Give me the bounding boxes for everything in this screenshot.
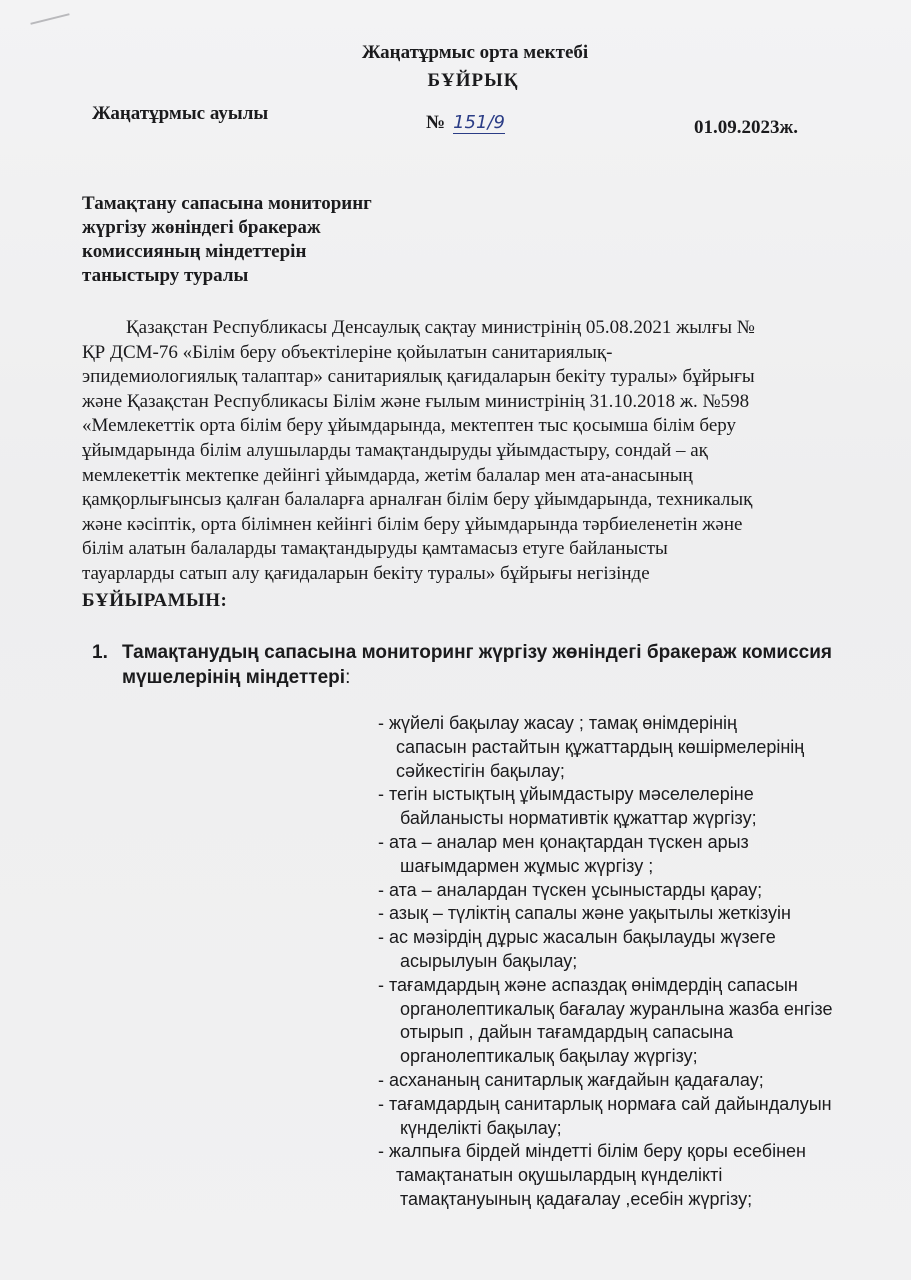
duty-line: - азық – түліктің сапалы және уақытылы жеткізуін	[378, 903, 791, 924]
order-subject	[82, 192, 372, 288]
duty-line: отырып , дайын тағамдардың сапасына	[400, 1022, 734, 1043]
subject-line: жүргізу жөніндегі бракераж	[82, 217, 321, 238]
preamble-line: эпидемиологиялық талаптар» санитариялық қағидаларын бекіту туралы» бұйрығы	[82, 366, 755, 388]
preamble-line: ҚР ДСМ-76 «Білім беру объектілеріне қойылатын санитариялық-	[82, 341, 613, 363]
duty-line: - ата – аналардан түскен ұсыныстарды қарау;	[378, 879, 763, 900]
subject-line: Тамақтану сапасына мониторинг	[82, 193, 372, 214]
school-name: Жаңатұрмыс орта мектебі	[361, 42, 589, 63]
item-title-line: Тамақтанудың сапасына мониторинг жүргізу жөніндегі бракераж комиссия	[122, 642, 832, 663]
duty-line: сәйкестігін бақылау;	[396, 760, 565, 781]
duty-line: - тағамдардың және аспаздақ өнімдердің сапасын	[378, 974, 798, 995]
duty-line: - жалпыға бірдей міндетті білім беру қоры есебінен	[378, 1141, 806, 1162]
duty-line: байланысты нормативтік құжаттар жүргізу;	[400, 808, 757, 829]
duties-list	[378, 712, 898, 1212]
preamble-line: және кәсіптік, орта білімнен кейінгі білім беру ұйымдарында тәрбиеленетін және	[82, 513, 743, 535]
duty-line: күнделікті бақылау;	[400, 1117, 562, 1138]
order-date: 01.09.2023ж.	[694, 117, 799, 138]
duty-line: органолептикалық бақылау жүргізу;	[400, 1046, 698, 1067]
duty-line: - жүйелі бақылау жасау ; тамақ өнімдерінің	[378, 713, 737, 733]
number-label: №	[426, 112, 446, 133]
duty-line: - ата – аналар мен қонақтардан түскен арыз	[378, 831, 749, 852]
preamble-line: және Қазақстан Республикасы Білім және ғылым министрінің 31.10.2018 ж. №598	[82, 390, 750, 412]
handwritten-number: 151/9	[453, 112, 505, 133]
duty-line: - тағамдардың санитарлық нормаға сай дайындалуын	[378, 1093, 832, 1114]
village-name: Жаңатұрмыс ауылы	[92, 103, 269, 124]
preamble-line: мемлекеттік мектепке дейінгі ұйымдарда, жетім балалар мен ата-анасының	[82, 464, 693, 486]
document-type: БҰЙРЫҚ	[427, 70, 519, 91]
item-number: 1.	[92, 642, 108, 663]
duty-line: - тегін ыстықтың ұйымдастыру мәселелеріне	[378, 784, 754, 805]
preamble-line: қамқорлығынсыз қалған балаларға арналған білім беру ұйымдарында, техникалық	[82, 489, 753, 511]
preamble-line: тауарларды сатып алу қағидаларын бекіту туралы» бұйрығы негізінде	[82, 562, 650, 584]
order-number	[426, 112, 505, 134]
paper-mark	[30, 13, 69, 25]
duty-line: - асхананың санитарлық жағдайын қадағалау;	[378, 1069, 764, 1090]
duty-line: - ас мәзірдің дұрыс жасалын бақылауды жүзеге	[378, 927, 776, 948]
duty-line: органолептикалық бағалау журанлына жазба енгізе	[400, 998, 833, 1019]
duty-line: шағымдармен жұмыс жүргізу ;	[400, 855, 654, 876]
list-item-1	[92, 640, 832, 690]
subject-line: комиссияның міндеттерін	[82, 241, 307, 262]
duty-line: тамақтанатын оқушылардың күнделікті	[396, 1165, 723, 1186]
duty-line: асырылуын бақылау;	[400, 950, 578, 971]
duty-line: тамақтануының қадағалау ,есебін жүргізу;	[400, 1188, 753, 1209]
item-title-line: мүшелерінің міндеттері	[122, 667, 346, 688]
preamble-line: ұйымдарында білім алушыларды тамақтандыруды ұйымдастыру, сондай – ақ	[82, 439, 708, 461]
order-word: БҰЙЫРАМЫН:	[82, 590, 228, 611]
subject-line: таныстыру туралы	[82, 265, 249, 286]
item-title-colon: :	[345, 667, 351, 688]
duty-line: сапасын растайтын құжаттардың көшірмелерінің	[396, 736, 805, 757]
preamble-line: «Мемлекеттік орта білім беру ұйымдарында, мектептен тыс қосымша білім беру	[82, 415, 737, 437]
preamble-line: Қазақстан Республикасы Денсаулық сақтау министрінің 05.08.2021 жылғы №	[126, 317, 755, 338]
preamble-line: білім алатын балаларды тамақтандыруды қамтамасыз етуге байланысты	[82, 538, 668, 560]
order-preamble	[82, 316, 872, 587]
